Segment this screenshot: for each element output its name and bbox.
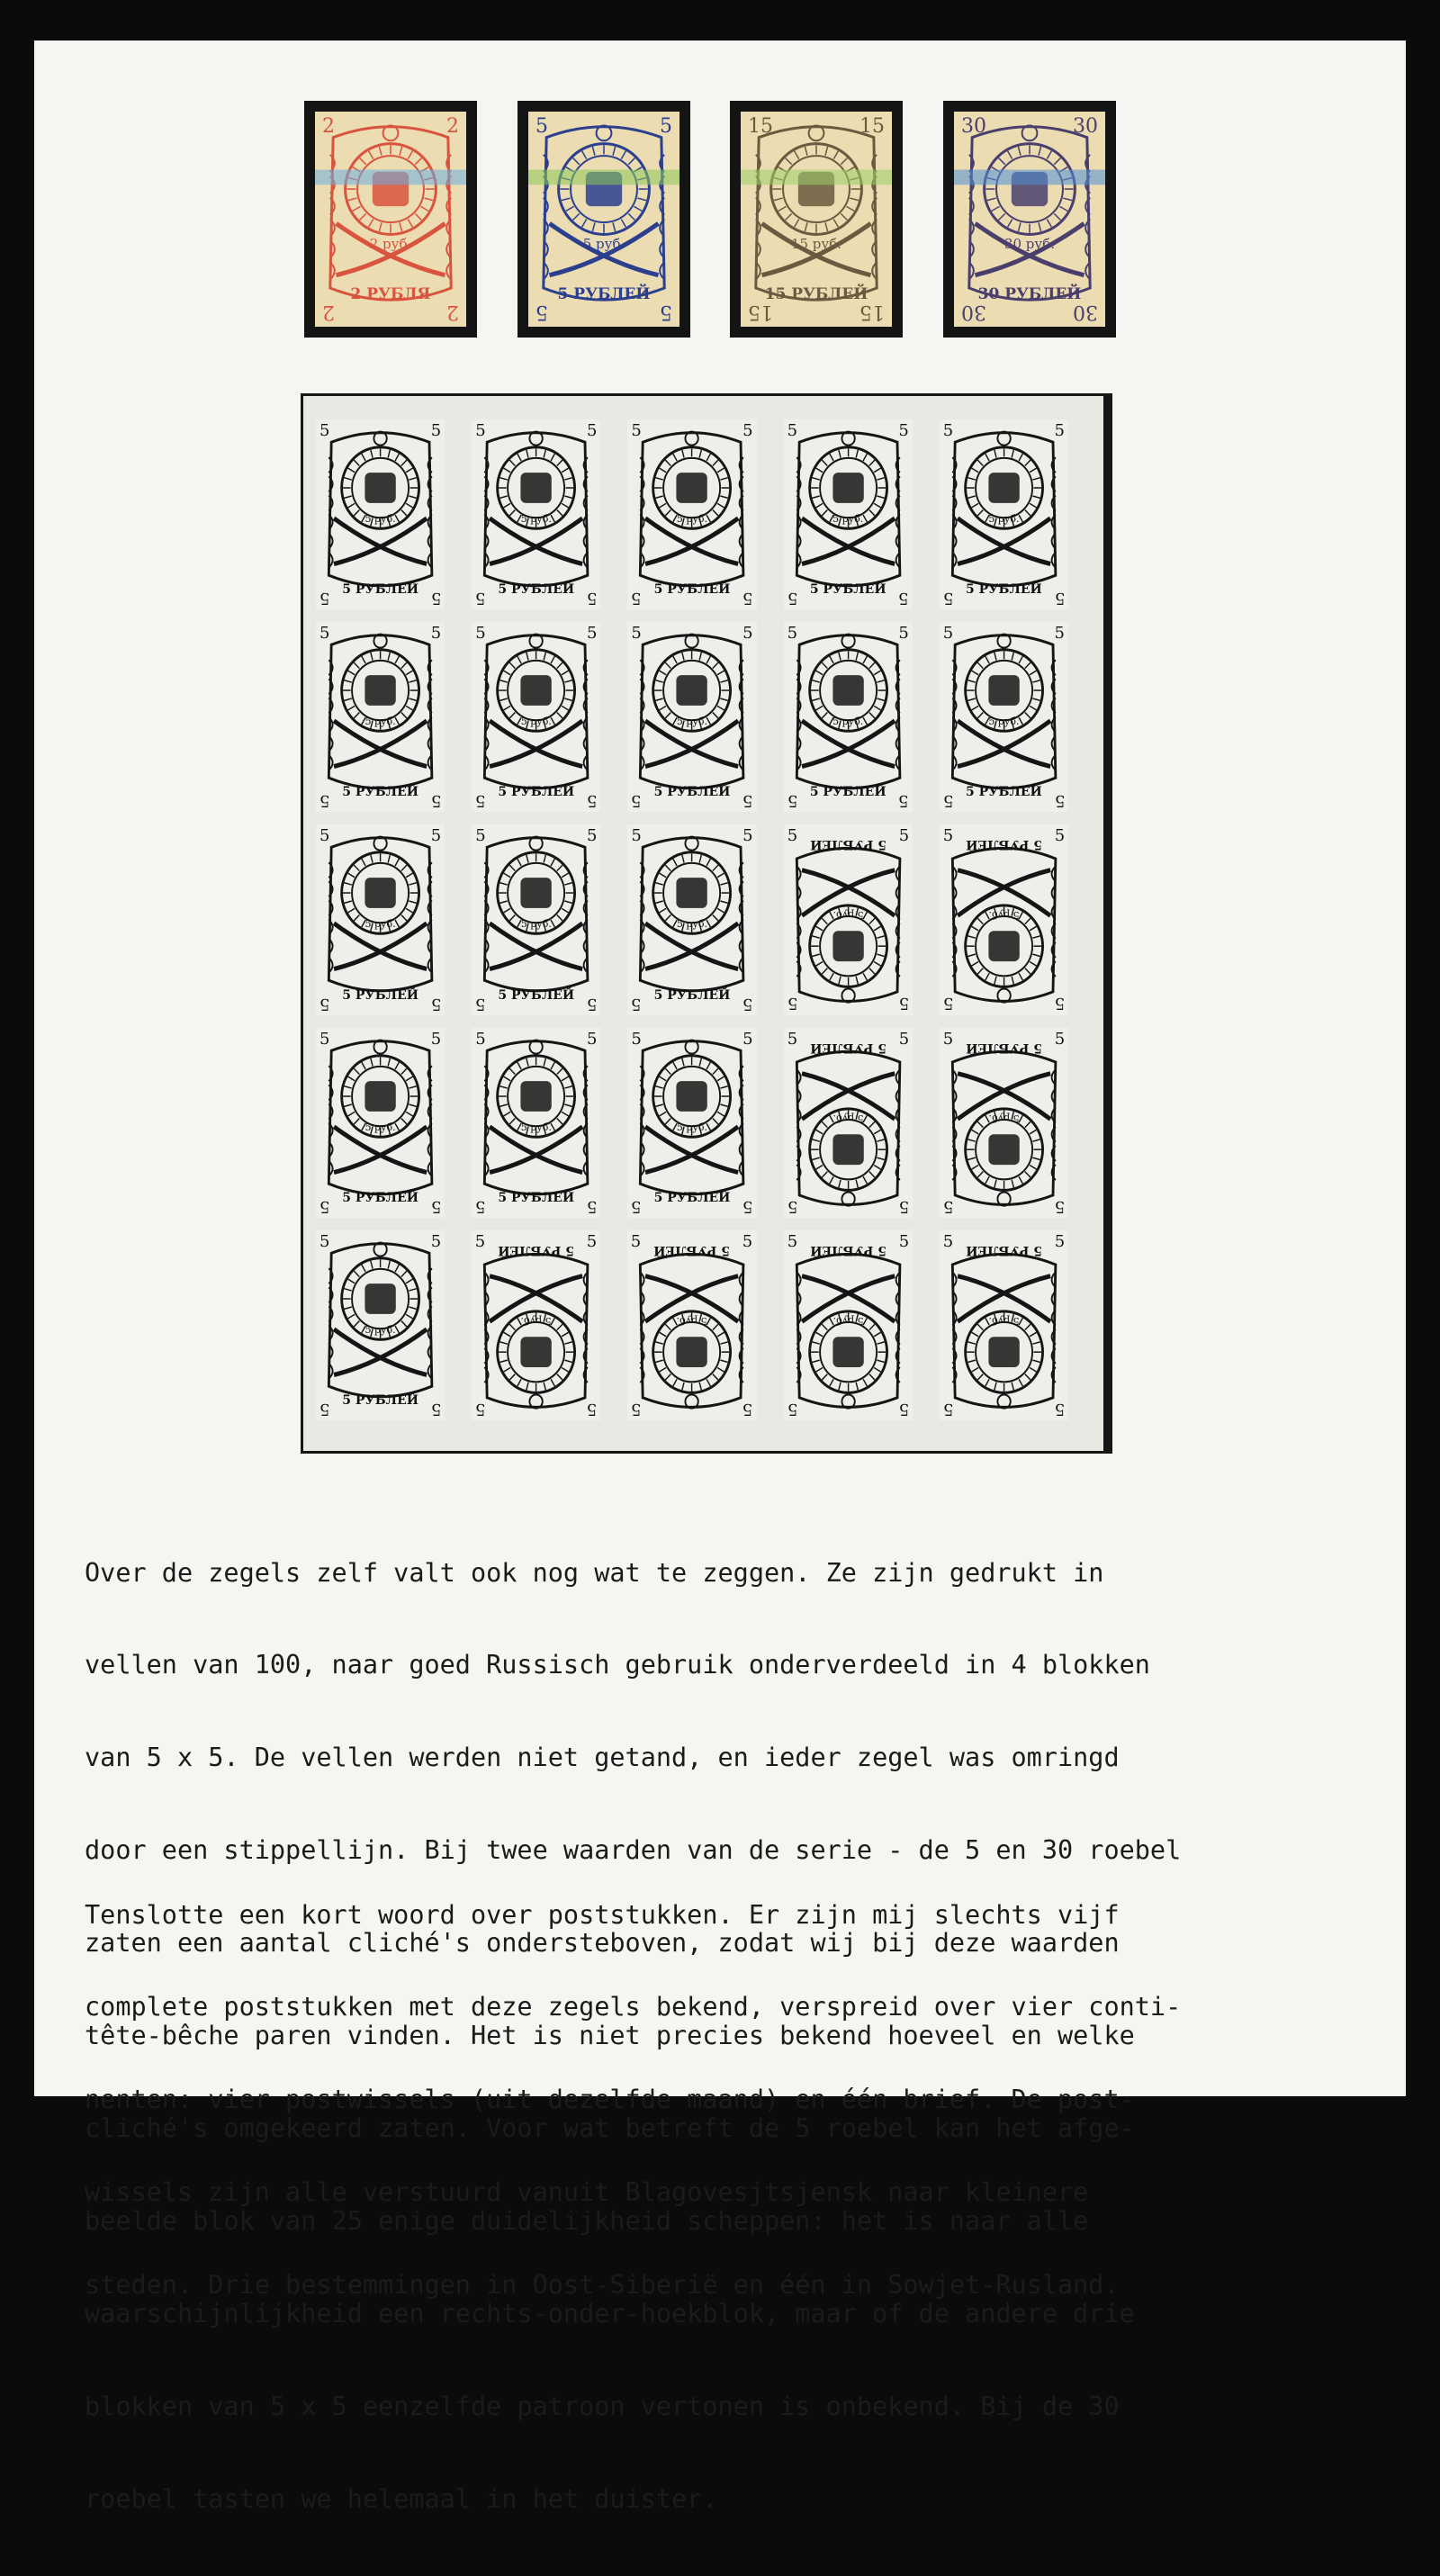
stamp-value-label: 5 РУБЛЕЙ xyxy=(809,582,886,598)
corner-value: 2 xyxy=(322,115,335,138)
inverted-stamp xyxy=(472,1230,600,1420)
corner-value: 5 xyxy=(742,1231,753,1251)
stamp-value-label: 5 РУБЛЕЙ xyxy=(498,582,575,598)
upright-stamp xyxy=(472,622,600,812)
stamp-value-center: 5 руб. xyxy=(832,909,864,922)
corner-value: 5 xyxy=(430,826,442,846)
corner-value: 5 xyxy=(586,1231,598,1251)
text-line: steden. Drie bestemmingen in Oost-Siberië en één in Sowjet-Rusland. xyxy=(85,2270,1120,2301)
corner-value: 5 xyxy=(430,1399,442,1419)
corner-value: 5 xyxy=(942,1029,954,1049)
upright-stamp xyxy=(316,622,445,812)
upright-stamp xyxy=(316,1028,445,1218)
corner-value: 5 xyxy=(430,421,442,440)
corner-value: 5 xyxy=(1054,1196,1065,1216)
corner-value: 5 xyxy=(787,994,798,1013)
corner-value: 5 xyxy=(430,1231,442,1251)
stamp-value-center: 5 руб. xyxy=(676,513,708,525)
upright-stamp xyxy=(472,419,600,609)
stamp-value-label: 5 РУБЛЕЙ xyxy=(342,987,418,1003)
corner-value: 5 xyxy=(742,589,753,608)
upright-stamp xyxy=(472,824,600,1014)
stamp-value-label: 5 РУБЛЕЙ xyxy=(966,785,1042,800)
corner-value: 5 xyxy=(942,1399,954,1419)
corner-value: 5 xyxy=(787,1231,798,1251)
corner-value: 30 xyxy=(961,301,986,323)
corner-value: 2 xyxy=(322,301,335,323)
stamp-value-label: 5 РУБЛЕЙ xyxy=(342,582,418,598)
stamp-value-center: 5 руб. xyxy=(520,1314,552,1327)
upright-stamp xyxy=(316,824,445,1014)
corner-value: 5 xyxy=(430,994,442,1013)
corner-value: 5 xyxy=(586,589,598,608)
corner-value: 15 xyxy=(860,115,885,138)
upright-stamp xyxy=(627,419,756,609)
stamp-value-label: 2 РУБЛЯ xyxy=(350,285,431,303)
upright-stamp xyxy=(784,622,913,812)
corner-value: 5 xyxy=(586,994,598,1013)
stamp-value-center: 30 руб. xyxy=(1004,236,1056,252)
inverted-stamp xyxy=(940,1028,1068,1218)
stamp-mount xyxy=(304,101,477,338)
corner-value: 5 xyxy=(787,589,798,608)
text-line: vellen van 100, naar goed Russisch gebruik onderverdeeld in 4 blokken xyxy=(85,1650,1150,1680)
corner-value: 5 xyxy=(320,1399,330,1419)
corner-value: 5 xyxy=(631,1231,642,1251)
stamp-value-label: 5 РУБЛЕЙ xyxy=(809,1040,886,1055)
album-page xyxy=(34,41,1406,2514)
corner-value: 5 xyxy=(320,1029,330,1049)
corner-value: 5 xyxy=(586,421,598,440)
corner-value: 5 xyxy=(320,791,330,811)
corner-value: 5 xyxy=(430,1029,442,1049)
block-of-25-photo xyxy=(301,393,1112,1454)
corner-value: 2 xyxy=(446,115,459,138)
corner-value: 5 xyxy=(631,1399,642,1419)
postage-stamp xyxy=(528,112,680,327)
upright-stamp xyxy=(627,1028,756,1218)
stamp-value-center: 5 руб. xyxy=(364,513,396,525)
inverted-stamp xyxy=(940,824,1068,1014)
text-line: wissels zijn alle verstuurd vanuit Blagovesjtsjensk naar kleinere xyxy=(85,2177,1089,2208)
text-line: tête-bêche paren vinden. Het is niet precies bekend hoeveel en welke xyxy=(85,2021,1135,2051)
stamp-value-label: 5 РУБЛЕЙ xyxy=(653,582,731,598)
stamp-value-label: 5 РУБЛЕЙ xyxy=(966,1040,1042,1055)
corner-value: 15 xyxy=(860,301,885,323)
corner-value: 5 xyxy=(1054,1231,1065,1251)
corner-value: 30 xyxy=(1073,301,1098,323)
text-line: blokken van 5 x 5 eenzelfde patroon vertonen is onbekend. Bij de 30 xyxy=(85,2391,1120,2421)
corner-value: 5 xyxy=(475,421,486,440)
stamp-value-center: 5 руб. xyxy=(520,918,552,931)
stamp-value-label: 15 РУБЛЕЙ xyxy=(764,285,868,303)
corner-value: 5 xyxy=(898,994,909,1013)
corner-value: 5 xyxy=(586,791,598,811)
corner-value: 5 xyxy=(631,624,642,644)
corner-value: 5 xyxy=(631,1196,642,1216)
corner-value: 5 xyxy=(742,1196,753,1216)
stamp-value-center: 5 руб. xyxy=(676,918,708,931)
description-paragraph-2 xyxy=(85,1838,1406,2363)
upright-stamp xyxy=(316,419,445,609)
corner-value: 5 xyxy=(320,1196,330,1216)
stamp-value-label: 5 РУБЛЕЙ xyxy=(966,1242,1042,1257)
upright-stamp xyxy=(627,622,756,812)
corner-value: 5 xyxy=(475,994,486,1013)
stamp-value-label: 5 РУБЛЕЙ xyxy=(342,785,418,800)
corner-value: 5 xyxy=(631,1029,642,1049)
stamp-value-label: 5 РУБЛЕЙ xyxy=(342,1190,418,1205)
corner-value: 5 xyxy=(1054,624,1065,644)
corner-value: 30 xyxy=(1073,115,1098,138)
text-line: zaten een aantal cliché's ondersteboven, zodat wij bij deze waarden xyxy=(85,1928,1120,1959)
text-line: waarschijnlijkheid een rechts-onder-hoekblok, maar of de andere drie xyxy=(85,2298,1135,2328)
stamp-value-center: 5 руб. xyxy=(364,1323,396,1336)
stamp-value-label: 5 РУБЛЕЙ xyxy=(557,285,651,303)
stamp-value-center: 5 руб. xyxy=(676,716,708,728)
stamp-value-label: 5 РУБЛЕЙ xyxy=(342,1392,418,1408)
corner-value: 5 xyxy=(430,624,442,644)
corner-value: 5 xyxy=(742,421,753,440)
corner-value: 5 xyxy=(320,589,330,608)
text-line: complete poststukken met deze zegels bekend, verspreid over vier conti- xyxy=(85,1992,1182,2022)
corner-value: 5 xyxy=(742,1029,753,1049)
upright-stamp xyxy=(940,622,1068,812)
corner-value: 5 xyxy=(942,421,954,440)
upright-stamp xyxy=(627,824,756,1014)
corner-value: 5 xyxy=(430,1196,442,1216)
upright-stamp xyxy=(940,419,1068,609)
text-line: roebel tasten we helemaal in het duister. xyxy=(85,2483,718,2514)
corner-value: 30 xyxy=(961,115,986,138)
corner-value: 5 xyxy=(1054,589,1065,608)
stamp-value-label: 5 РУБЛЕЙ xyxy=(809,837,886,852)
stamp-value-label: 5 РУБЛЕЙ xyxy=(498,1242,575,1257)
corner-value: 5 xyxy=(898,791,909,811)
corner-value: 5 xyxy=(742,1399,753,1419)
stamp-value-label: 5 РУБЛЕЙ xyxy=(966,837,1042,852)
inverted-stamp xyxy=(627,1230,756,1420)
stamp-value-center: 5 руб. xyxy=(364,1121,396,1133)
corner-value: 5 xyxy=(631,421,642,440)
stamp-mount xyxy=(943,101,1116,338)
stamp-value-center: 2 руб. xyxy=(369,236,412,252)
corner-value: 5 xyxy=(898,1029,909,1049)
corner-value: 5 xyxy=(631,589,642,608)
text-line: van 5 x 5. De vellen werden niet getand, en ieder zegel was omringd xyxy=(85,1743,1120,1773)
stamp-mount xyxy=(518,101,690,338)
stamp-value-center: 5 руб. xyxy=(520,716,552,728)
corner-value: 5 xyxy=(787,791,798,811)
corner-value: 5 xyxy=(898,589,909,608)
corner-value: 5 xyxy=(742,791,753,811)
postage-stamp xyxy=(315,112,466,327)
corner-value: 5 xyxy=(320,1231,330,1251)
stamp-value-label: 5 РУБЛЕЙ xyxy=(809,785,886,800)
corner-value: 5 xyxy=(536,115,548,138)
corner-value: 5 xyxy=(942,1231,954,1251)
corner-value: 5 xyxy=(631,826,642,846)
stamp-value-center: 5 руб. xyxy=(364,716,396,728)
text-line: door een stippellijn. Bij twee waarden van de serie - de 5 en 30 roebel xyxy=(85,1835,1182,1866)
stamp-value-label: 30 РУБЛЕЙ xyxy=(977,285,1082,303)
stamp-value-center: 5 руб. xyxy=(676,1314,708,1327)
corner-value: 5 xyxy=(660,301,672,323)
stamp-value-center: 5 руб. xyxy=(988,909,1020,922)
corner-value: 5 xyxy=(942,826,954,846)
corner-value: 5 xyxy=(898,421,909,440)
corner-value: 5 xyxy=(320,826,330,846)
corner-value: 5 xyxy=(1054,826,1065,846)
corner-value: 5 xyxy=(475,1399,486,1419)
text-line: beelde blok van 25 enige duidelijkheid scheppen: het is naar alle xyxy=(85,2205,1089,2236)
corner-value: 5 xyxy=(1054,1029,1065,1049)
corner-value: 5 xyxy=(475,589,486,608)
corner-value: 5 xyxy=(475,1231,486,1251)
stamp-value-label: 5 РУБЛЕЙ xyxy=(653,1190,731,1205)
corner-value: 5 xyxy=(742,624,753,644)
corner-value: 5 xyxy=(787,624,798,644)
stamp-value-label: 5 РУБЛЕЙ xyxy=(653,785,731,800)
stamp-value-label: 5 РУБЛЕЙ xyxy=(653,987,731,1003)
stamp-value-label: 5 РУБЛЕЙ xyxy=(498,785,575,800)
inverted-stamp xyxy=(784,824,913,1014)
corner-value: 5 xyxy=(898,1196,909,1216)
corner-value: 5 xyxy=(1054,1399,1065,1419)
corner-value: 5 xyxy=(320,421,330,440)
corner-value: 5 xyxy=(742,826,753,846)
corner-value: 5 xyxy=(320,994,330,1013)
corner-value: 5 xyxy=(430,791,442,811)
stamp-value-center: 5 руб. xyxy=(832,1314,864,1327)
corner-value: 5 xyxy=(660,115,672,138)
stamp-value-center: 5 руб. xyxy=(364,918,396,931)
postage-stamp xyxy=(741,112,892,327)
corner-value: 5 xyxy=(787,1399,798,1419)
stamp-value-center: 5 руб. xyxy=(832,513,864,525)
corner-value: 5 xyxy=(898,624,909,644)
corner-value: 5 xyxy=(536,301,548,323)
postage-stamp xyxy=(954,112,1105,327)
corner-value: 5 xyxy=(787,421,798,440)
text-line: Tenslotte een kort woord over poststukken. Er zijn mij slechts vijf xyxy=(85,1899,1120,1930)
corner-value: 5 xyxy=(586,826,598,846)
upright-stamp xyxy=(316,1230,445,1420)
upright-stamp xyxy=(472,1028,600,1218)
corner-value: 5 xyxy=(942,791,954,811)
corner-value: 5 xyxy=(898,1399,909,1419)
stamp-value-center: 5 руб. xyxy=(520,513,552,525)
stamp-value-center: 5 руб. xyxy=(582,236,626,252)
stamp-value-center: 5 руб. xyxy=(988,513,1020,525)
inverted-stamp xyxy=(784,1028,913,1218)
text-line: Over de zegels zelf valt ook nog wat te zeggen. Ze zijn gedrukt in xyxy=(85,1557,1104,1588)
corner-value: 5 xyxy=(942,1196,954,1216)
corner-value: 5 xyxy=(1054,791,1065,811)
stamp-value-label: 5 РУБЛЕЙ xyxy=(498,987,575,1003)
corner-value: 5 xyxy=(430,589,442,608)
stamp-value-label: 5 РУБЛЕЙ xyxy=(809,1242,886,1257)
corner-value: 5 xyxy=(631,791,642,811)
upright-stamp xyxy=(784,419,913,609)
text-line: nenten: vier postwissels (uit dezelfde maand) en één brief. De post- xyxy=(85,2085,1135,2115)
stamp-mount xyxy=(730,101,903,338)
corner-value: 5 xyxy=(320,624,330,644)
stamp-value-center: 5 руб. xyxy=(988,1112,1020,1124)
corner-value: 5 xyxy=(586,1399,598,1419)
stamp-value-label: 5 РУБЛЕЙ xyxy=(498,1190,575,1205)
corner-value: 5 xyxy=(475,624,486,644)
corner-value: 5 xyxy=(475,1029,486,1049)
stamp-value-center: 5 руб. xyxy=(988,716,1020,728)
corner-value: 5 xyxy=(475,826,486,846)
stamp-value-center: 5 руб. xyxy=(676,1121,708,1133)
corner-value: 5 xyxy=(586,1029,598,1049)
stamp-value-center: 5 руб. xyxy=(988,1314,1020,1327)
stamp-value-center: 5 руб. xyxy=(832,1112,864,1124)
corner-value: 5 xyxy=(742,994,753,1013)
corner-value: 5 xyxy=(1054,421,1065,440)
inverted-stamp xyxy=(940,1230,1068,1420)
text-line: cliché's omgekeerd zaten. Voor wat betreft de 5 roebel kan het afge- xyxy=(85,2112,1135,2143)
corner-value: 5 xyxy=(475,791,486,811)
corner-value: 15 xyxy=(748,301,773,323)
corner-value: 2 xyxy=(446,301,459,323)
corner-value: 5 xyxy=(942,589,954,608)
corner-value: 5 xyxy=(787,1196,798,1216)
stamp-value-label: 5 РУБЛЕЙ xyxy=(966,582,1042,598)
block-grid xyxy=(316,419,1068,1420)
corner-value: 5 xyxy=(787,826,798,846)
stamp-value-center: 15 руб. xyxy=(790,236,842,252)
corner-value: 5 xyxy=(586,624,598,644)
corner-value: 5 xyxy=(631,994,642,1013)
corner-value: 5 xyxy=(475,1196,486,1216)
stamp-value-label: 5 РУБЛЕЙ xyxy=(653,1242,731,1257)
stamp-value-center: 5 руб. xyxy=(832,716,864,728)
stamp-value-center: 5 руб. xyxy=(520,1121,552,1133)
corner-value: 5 xyxy=(942,624,954,644)
corner-value: 5 xyxy=(787,1029,798,1049)
inverted-stamp xyxy=(784,1230,913,1420)
corner-value: 15 xyxy=(748,115,773,138)
corner-value: 5 xyxy=(898,826,909,846)
corner-value: 5 xyxy=(898,1231,909,1251)
corner-value: 5 xyxy=(1054,994,1065,1013)
corner-value: 5 xyxy=(586,1196,598,1216)
corner-value: 5 xyxy=(942,994,954,1013)
